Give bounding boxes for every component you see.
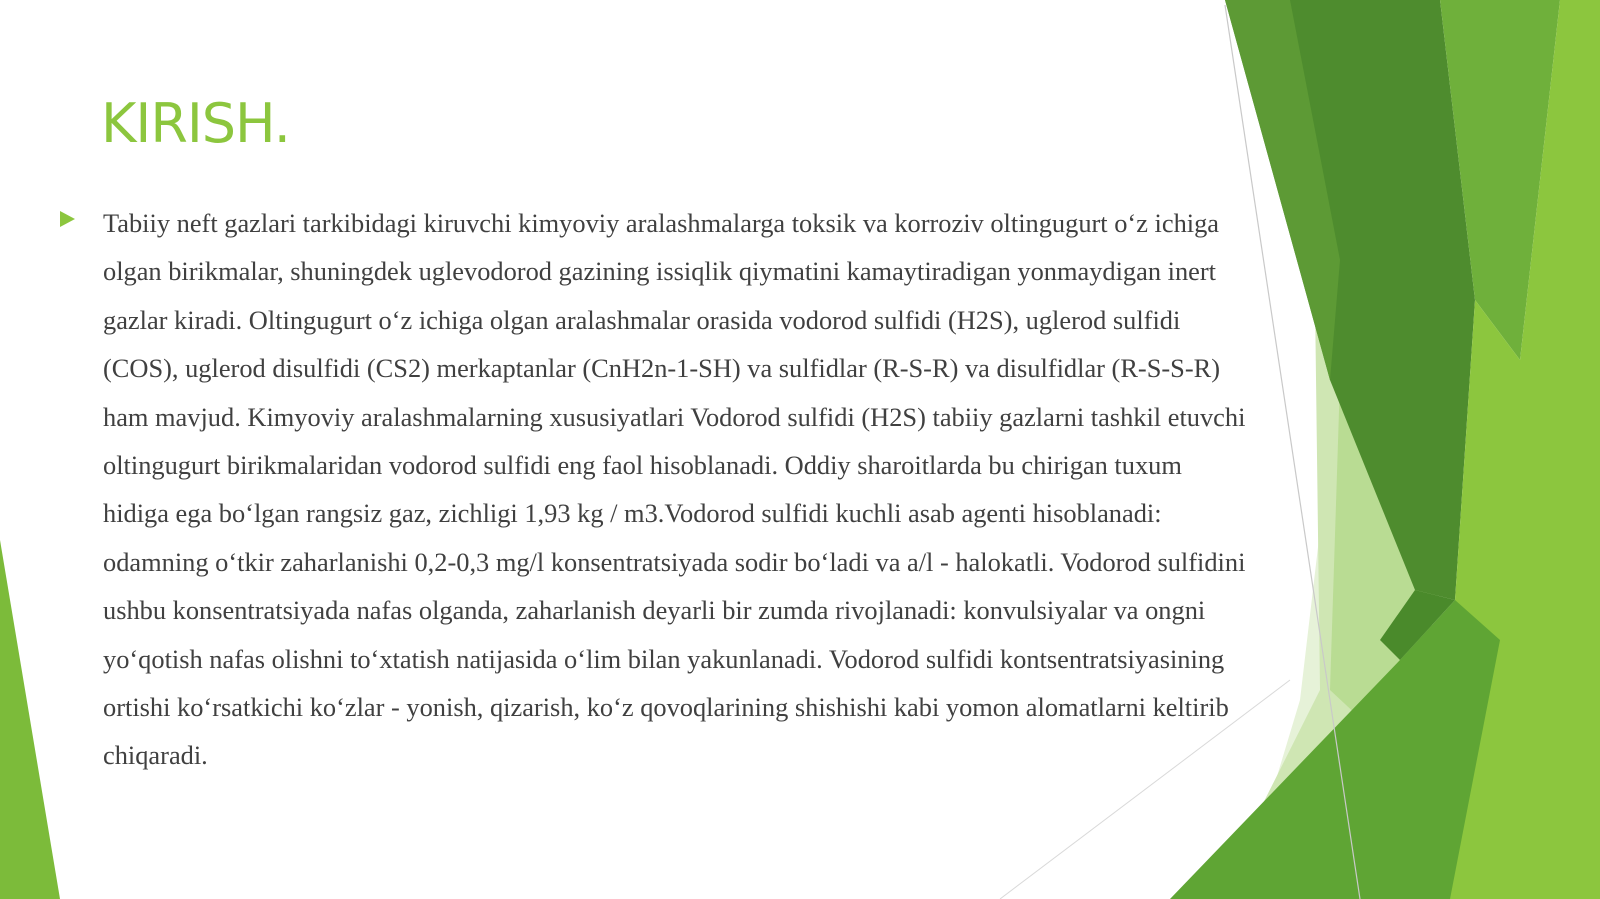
triangle-bullet-icon [60,211,75,227]
slide-title: KIRISH. [101,92,290,155]
slide-body-text: Tabiiy neft gazlari tarkibidagi kiruvchi kimyoviy aralashmalarga toksik va korroziv oltingugurt o‘z ichiga olgan birikmalar, shuningdek uglevodorod gazining issiqlik qiymatini kamaytiradigan yonmaydigan inert gazlar kiradi. Oltingugurt o‘z ichiga olgan aralashmalar orasida vodorod sulfidi (H2S), uglerod sulfidi (COS), uglerod disulfidi (CS2) merkaptanlar (CnH2n-1-SH) va sulfidlar (R-S-R) va disulfidlar (R-S-S-R) ham mavjud. Kimyoviy aralashmalarning xususiyatlari Vodorod sulfidi (H2S) tabiiy gazlarni tashkil etuvchi oltingugurt birikmalaridan vodorod sulfidi eng faol hisoblanadi. Oddiy sharoitlarda bu chirigan tuxum hidiga ega bo‘lgan rangsiz gaz, zichligi 1,93 kg / m3.Vodorod sulfidi kuchli asab agenti hisoblanadi: odamning o‘tkir zaharlanishi 0,2-0,3 mg/l konsentratsiyada sodir bo‘ladi va a/l - halokatli. Vodorod sulfidini ushbu konsentratsiyada nafas olganda, zaharlanish deyarli bir zumda rivojlanadi: konvulsiyalar va ongni yo‘qotish nafas olishni to‘xtatish natijasida o‘lim bilan yakunlanadi. Vodorod sulfidi kontsentratsiyasining ortishi ko‘rsatkichi ko‘zlar - yonish, qizarish, ko‘z qovoqlarining shishishi kabi yomon alomatlarni keltirib chiqaradi. [103,208,1246,771]
left-green-shape [0,540,60,899]
